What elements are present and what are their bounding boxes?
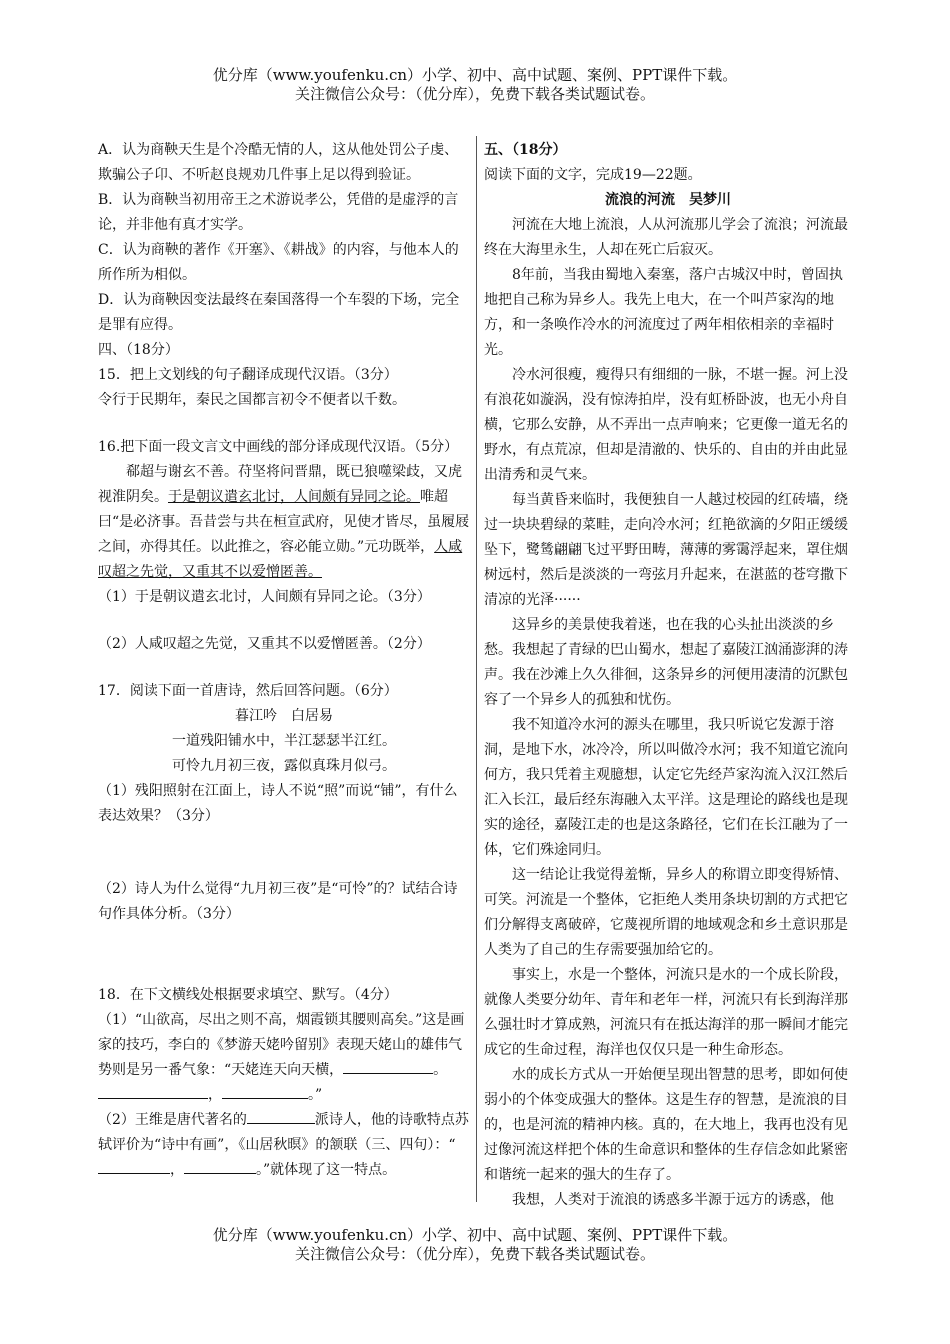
question-16: 16.把下面一段文言文中画线的部分译成现代汉语。（5分） (98, 439, 459, 455)
fill-blank[interactable] (222, 1084, 308, 1099)
article-paragraph: 事实上，水是一个整体，河流只是水的一个成长阶段，就像人类要分幼年、青年和老年一样，河流只有长到海洋那么强壮时才算成熟，河流只有在抵达海洋的那一瞬间才能完成它的生命过程，海洋也仅仅只是一种生命形态。 (484, 967, 848, 1058)
question-18: 18．在下文横线处根据要求填空、默写。（4分） (98, 987, 398, 1003)
question-15: 15．把上文划线的句子翻译成现代汉语。（3分） (98, 367, 398, 383)
option-a: A．认为商鞅天生是个冷酷无情的人，这从他处罚公子虔、欺骗公子卬、不听赵良规劝几件事上足以得到验证。 (98, 142, 459, 183)
fill-blank[interactable] (184, 1159, 256, 1174)
article-paragraph: 这一结论让我觉得羞惭，异乡人的称谓立即变得矫情、可笑。河流是一个整体，它拒绝人类用条块切割的方式把它们分解得支离破碎，它蔑视所谓的地域观念和乡土意识那是人类为了自己的生存需要强加给它的。 (484, 867, 848, 958)
question-18-sub-2: （2）王维是唐代著名的 派诗人，他的诗歌特点苏轼评价为“诗中有画”，《山居秋暝》的颔联（三、四句）：“， 。”就体现了这一特点。 (98, 1108, 470, 1183)
question-16-sub-1: （1）于是朝议遣玄北讨，人间颇有异同之论。（3分） (98, 589, 431, 605)
header-line-1: 优分库（www.youfenku.cn）小学、初中、高中试题、案例、PPT课件下载。 (212, 66, 738, 84)
footer-line-2: 关注微信公众号：（优分库），免费下载各类试题试卷。 (294, 1245, 655, 1263)
question-17-sub-1: （1）残阳照射在江面上，诗人不说“照”而说“铺”，有什么表达效果？（3分） (98, 783, 458, 824)
article-paragraph: 8年前，当我由蜀地入秦塞，落户古城汉中时，曾固执地把自己称为异乡人。我先上电大，在一个叫芦家沟的地方，和一条唤作冷水的河流度过了两年相依相亲的幸福时光。 (484, 267, 843, 358)
article-title: 流浪的河流 吴梦川 (605, 192, 731, 208)
section-4-heading: 四、（18分） (98, 342, 179, 358)
question-15-text: 令行于民期年，秦民之国都言初令不便者以千数。 (98, 392, 406, 408)
question-18-sub-1: （1）“山欲高，尽出之则不高，烟霞锁其腰则高矣。”这是画家的技巧，李白的《梦游天姥吟留别》表现天姥山的雄伟气势则是另一番气象：“天姥连天向天横， 。， 。” (98, 1012, 465, 1103)
footer-line-1: 优分库（www.youfenku.cn）小学、初中、高中试题、案例、PPT课件下载。 (212, 1226, 738, 1244)
underlined-sentence-2: 人咸叹超之先觉，又重其不以爱憎匿善。 (98, 539, 463, 580)
question-17-sub-2: （2）诗人为什么觉得“九月初三夜”是“可怜”的？试结合诗句作具体分析。（3分） (98, 881, 458, 922)
fill-blank[interactable] (98, 1084, 208, 1099)
article-paragraph: 水的成长方式从一开始便呈现出智慧的思考，即如何使弱小的个体变成强大的整体。这是生存的智慧，是流浪的目的，也是河流的精神内核。真的，在大地上，我再也没有见过像河流这样把个体的生命意识和整体的生存信念如此紧密和谐统一起来的强大的生存了。 (484, 1067, 848, 1183)
page-header (0, 66, 950, 104)
page-footer (0, 1226, 950, 1264)
underlined-sentence-1: 于是朝议遣玄北讨，人间颇有异同之论。 (168, 489, 420, 505)
question-16-passage: 郗超与谢玄不善。苻坚将问晋鼎，既已狼噬梁歧，又虎视淮阴矣。于是朝议遣玄北讨，人间颇有异同之论。唯超曰“是必济事。吾昔尝与共在桓宣武府，见使才皆尽，虽履屐之间，亦得其任。以此推之，容必能立勋。”元功既举，人咸叹超之先觉，又重其不以爱憎匿善。 (98, 464, 470, 580)
question-16-sub-2: （2）人咸叹超之先觉，又重其不以爱憎匿善。（2分） (98, 636, 431, 652)
fill-blank[interactable] (98, 1159, 170, 1174)
article-paragraph: 我不知道冷水河的源头在哪里，我只听说它发源于溶洞，是地下水，冰冷冷，所以叫做冷水河；我不知道它流向何方，我只凭着主观臆想，认定它先经芦家沟流入汉江然后汇入长江，最后经东海融入太平洋。这是理论的路线也是现实的途径，嘉陵江走的也是这条路径，它们在长江融为了一体，它们殊途同归。 (484, 717, 848, 858)
article-paragraph: 这异乡的美景使我着迷，也在我的心头扯出淡淡的乡愁。我想起了青绿的巴山蜀水，想起了嘉陵江汹涌澎湃的涛声。我在沙滩上久久徘徊，这条异乡的河便用凄清的沉默包容了一个异乡人的孤独和忧伤。 (484, 617, 848, 708)
article-paragraph: 我想，人类对于流浪的诱惑多半源于远方的诱惑，他 (512, 1192, 834, 1208)
poem-line-1: 一道残阳铺水中，半江瑟瑟半江红。 (172, 733, 396, 749)
fill-blank[interactable] (343, 1059, 433, 1074)
option-d: D．认为商鞅因变法最终在秦国落得一个车裂的下场，完全是罪有应得。 (98, 292, 460, 333)
left-column (98, 138, 470, 1183)
poem-line-2: 可怜九月初三夜，露似真珠月似弓。 (172, 758, 396, 774)
section-5-heading: 五、（18分） (484, 142, 567, 158)
article-paragraph: 河流在大地上流浪，人从河流那儿学会了流浪；河流最终在大海里永生，人却在死亡后寂灭。 (484, 217, 848, 258)
article-paragraph: 每当黄昏来临时，我便独自一人越过校园的红砖墙，绕过一块块碧绿的菜畦，走向冷水河；红艳欲滴的夕阳正缓缓坠下，鹭鸶翩翩飞过平野田畴，薄薄的雾霭浮起来，罩住烟树远村，然后是淡淡的一弯弦月升起来，在湛蓝的苍穹撒下清凉的光泽······ (484, 492, 848, 608)
poem-title: 暮江吟 白居易 (235, 708, 333, 724)
option-b: B．认为商鞅当初用帝王之术游说孝公，凭借的是虚浮的言论，并非他有真才实学。 (98, 192, 459, 233)
option-c: C．认为商鞅的著作《开塞》、《耕战》的内容，与他本人的所作所为相似。 (98, 242, 459, 283)
header-line-2: 关注微信公众号：（优分库），免费下载各类试题试卷。 (294, 85, 655, 103)
column-divider (476, 136, 477, 1202)
reading-intro: 阅读下面的文字，完成19—22题。 (484, 167, 702, 183)
article-paragraph: 冷水河很瘦，瘦得只有细细的一脉，不堪一握。河上没有浪花如漩涡，没有惊涛拍岸，没有虹桥卧波，也无小舟自横，它那么安静，从不弄出一点声响来；它更像一道无名的野水，有点荒凉，但却是清澈的、快乐的、自由的并由此显出清秀和灵气来。 (484, 367, 848, 483)
fill-blank[interactable] (247, 1109, 315, 1124)
question-17: 17．阅读下面一首唐诗，然后回答问题。（6分） (98, 683, 398, 699)
right-column (484, 138, 852, 1213)
